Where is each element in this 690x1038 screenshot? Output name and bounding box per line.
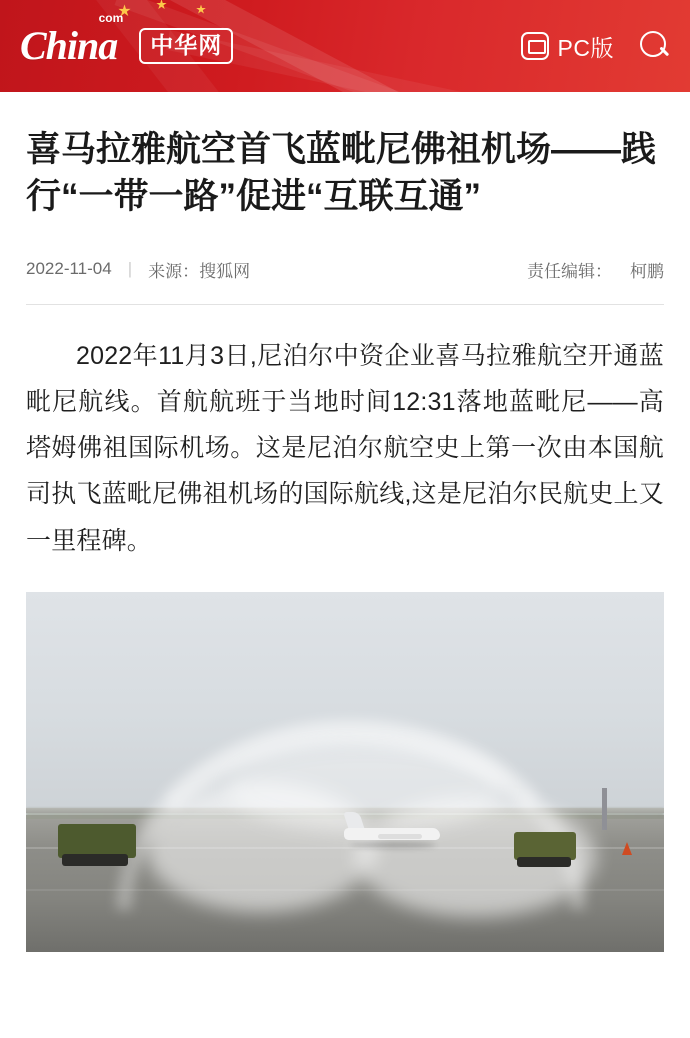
star-icon: ★	[156, 0, 167, 11]
article-paragraph: 2022年11月3日,尼泊尔中资企业喜马拉雅航空开通蓝毗尼航线。首航航班于当地时间12:31落地蓝毗尼——高塔姆佛祖国际机场。这是尼泊尔航空史上第一次由本国航司执飞蓝毗尼佛祖机场的国际航线,这是尼泊尔民航史上又一里程碑。	[26, 341, 664, 555]
search-icon[interactable]	[640, 31, 670, 61]
logo-chinese-name: 中华网	[139, 28, 233, 64]
airplane	[344, 820, 440, 840]
source-label: 来源：	[148, 261, 200, 281]
article-photo	[26, 592, 664, 952]
article-container	[0, 92, 690, 952]
pc-version-label: PC版	[557, 34, 614, 61]
page-title: 喜马拉雅航空首飞蓝毗尼佛祖机场——践行“一带一路”促进“互联互通”	[26, 130, 657, 217]
editor-info	[527, 257, 664, 282]
water-spray	[226, 742, 506, 832]
logo-china-text: China com	[20, 11, 124, 68]
star-icon: ★	[196, 5, 206, 16]
fire-truck-right	[514, 832, 576, 860]
logo-com-suffix: com	[98, 11, 124, 25]
meta-separator: |	[127, 259, 133, 278]
header-actions	[521, 30, 670, 63]
editor-label: 责任编辑：	[527, 261, 612, 281]
monitor-icon	[521, 32, 549, 60]
publish-date: 2022-11-04	[26, 259, 112, 278]
fire-truck-left	[58, 824, 136, 858]
editor-name: 柯鹏	[630, 261, 664, 281]
control-tower	[602, 788, 607, 830]
star-icon: ★	[118, 3, 132, 18]
site-header	[0, 0, 690, 92]
source-name[interactable]: 搜狐网	[199, 261, 251, 281]
traffic-cone	[622, 842, 632, 855]
site-logo[interactable]	[20, 11, 233, 68]
article-meta	[26, 257, 664, 305]
pc-version-button[interactable]	[521, 30, 614, 63]
